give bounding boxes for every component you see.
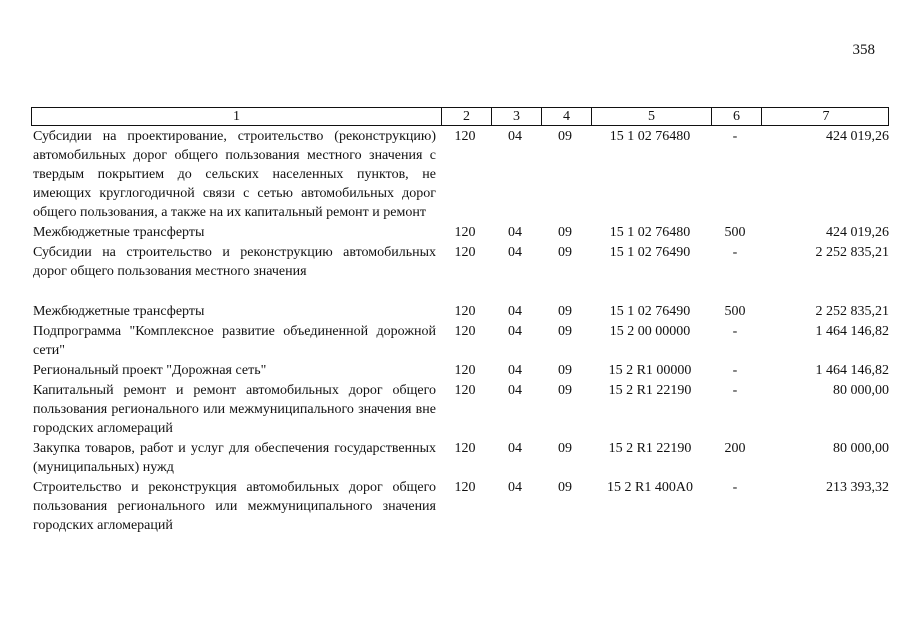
row-code-3: 04	[508, 225, 522, 240]
row-name: Межбюджетные трансферты	[33, 225, 205, 240]
row-code-5: 15 2 R1 00000	[608, 363, 692, 378]
row-code-5: 15 2 R1 22190	[608, 441, 692, 456]
row-code-4: 09	[558, 225, 572, 240]
row-name: Капитальный ремонт и ремонт автомобильных дорог общего пользования регионального или межмуниципального значения вне городских агломераций	[33, 383, 436, 436]
row-code-6: 500	[724, 225, 746, 240]
row-amount: 1 464 146,82	[815, 363, 889, 378]
row-name: Региональный проект "Дорожная сеть"	[33, 363, 267, 378]
row-code-3: 04	[508, 383, 522, 398]
row-amount: 424 019,26	[826, 225, 889, 240]
row-code-6: -	[732, 245, 738, 260]
table-row	[31, 322, 889, 360]
row-code-5: 15 1 02 76480	[609, 129, 691, 144]
table-row	[31, 478, 889, 535]
row-code-4: 09	[558, 441, 572, 456]
row-code-6: 500	[724, 304, 746, 319]
row-amount: 2 252 835,21	[815, 245, 889, 260]
row-code-2: 120	[454, 304, 476, 319]
row-name: Строительство и реконструкция автомобильных дорог общего пользования регионального или межмуниципального значения городских агломераций	[33, 480, 436, 533]
row-amount: 1 464 146,82	[815, 324, 889, 339]
row-code-2: 120	[454, 324, 476, 339]
row-code-5: 15 1 02 76490	[609, 304, 691, 319]
row-code-6: -	[732, 324, 738, 339]
row-code-3: 04	[508, 129, 522, 144]
table-header-row	[31, 107, 889, 126]
row-code-2: 120	[454, 129, 476, 144]
row-amount: 80 000,00	[833, 383, 889, 398]
column-header-6: 6	[711, 108, 761, 125]
row-amount: 2 252 835,21	[815, 304, 889, 319]
row-code-6: -	[732, 383, 738, 398]
table-row	[31, 361, 889, 380]
row-code-3: 04	[508, 480, 522, 495]
row-code-2: 120	[454, 225, 476, 240]
row-amount: 424 019,26	[826, 129, 889, 144]
row-name: Субсидии на строительство и реконструкцию автомобильных дорог общего пользования местного значения	[33, 245, 436, 279]
column-header-2: 2	[441, 108, 491, 125]
row-code-2: 120	[454, 383, 476, 398]
row-code-5: 15 1 02 76480	[609, 225, 691, 240]
column-header-5: 5	[591, 108, 711, 125]
row-code-4: 09	[558, 304, 572, 319]
row-name: Межбюджетные трансферты	[33, 304, 205, 319]
table-row	[31, 439, 889, 477]
row-code-4: 09	[558, 245, 572, 260]
row-code-3: 04	[508, 245, 522, 260]
row-code-2: 120	[454, 441, 476, 456]
row-code-4: 09	[558, 363, 572, 378]
row-code-2: 120	[454, 245, 476, 260]
table-row	[31, 302, 889, 321]
row-spacer	[31, 281, 889, 301]
row-code-4: 09	[558, 480, 572, 495]
row-amount: 80 000,00	[833, 441, 889, 456]
row-code-4: 09	[558, 383, 572, 398]
column-header-4: 4	[541, 108, 591, 125]
row-code-4: 09	[558, 324, 572, 339]
row-code-6: -	[732, 129, 738, 144]
row-name: Подпрограмма "Комплексное развитие объединенной дорожной сети"	[33, 324, 436, 358]
row-code-3: 04	[508, 324, 522, 339]
row-code-5: 15 2 R1 22190	[608, 383, 692, 398]
table-row	[31, 243, 889, 281]
row-code-3: 04	[508, 363, 522, 378]
column-header-3: 3	[491, 108, 541, 125]
page-number: 358	[852, 42, 875, 58]
row-code-2: 120	[454, 480, 476, 495]
row-code-5: 15 2 00 00000	[609, 324, 691, 339]
row-code-3: 04	[508, 441, 522, 456]
row-code-5: 15 1 02 76490	[609, 245, 691, 260]
row-amount: 213 393,32	[826, 480, 889, 495]
row-name: Закупка товаров, работ и услуг для обеспечения государственных (муниципальных) нужд	[33, 441, 436, 475]
table-row	[31, 127, 889, 222]
row-code-4: 09	[558, 129, 572, 144]
row-code-6: -	[732, 363, 738, 378]
row-code-6: -	[732, 480, 738, 495]
row-name: Субсидии на проектирование, строительство (реконструкцию) автомобильных дорог общего пользования местного значения с твердым покрытием до сельских населенных пунктов, не имеющих круглогодичной связи с сетью автомобильных дорог общего пользования, а также на их капитальный ремонт и ремонт	[33, 129, 436, 220]
row-code-2: 120	[454, 363, 476, 378]
budget-table	[31, 107, 889, 535]
column-header-1: 1	[233, 109, 240, 124]
table-row	[31, 381, 889, 438]
row-code-5: 15 2 R1 400A0	[607, 480, 693, 495]
table-row	[31, 223, 889, 242]
row-code-6: 200	[724, 441, 746, 456]
row-code-3: 04	[508, 304, 522, 319]
column-header-7: 7	[761, 108, 890, 125]
